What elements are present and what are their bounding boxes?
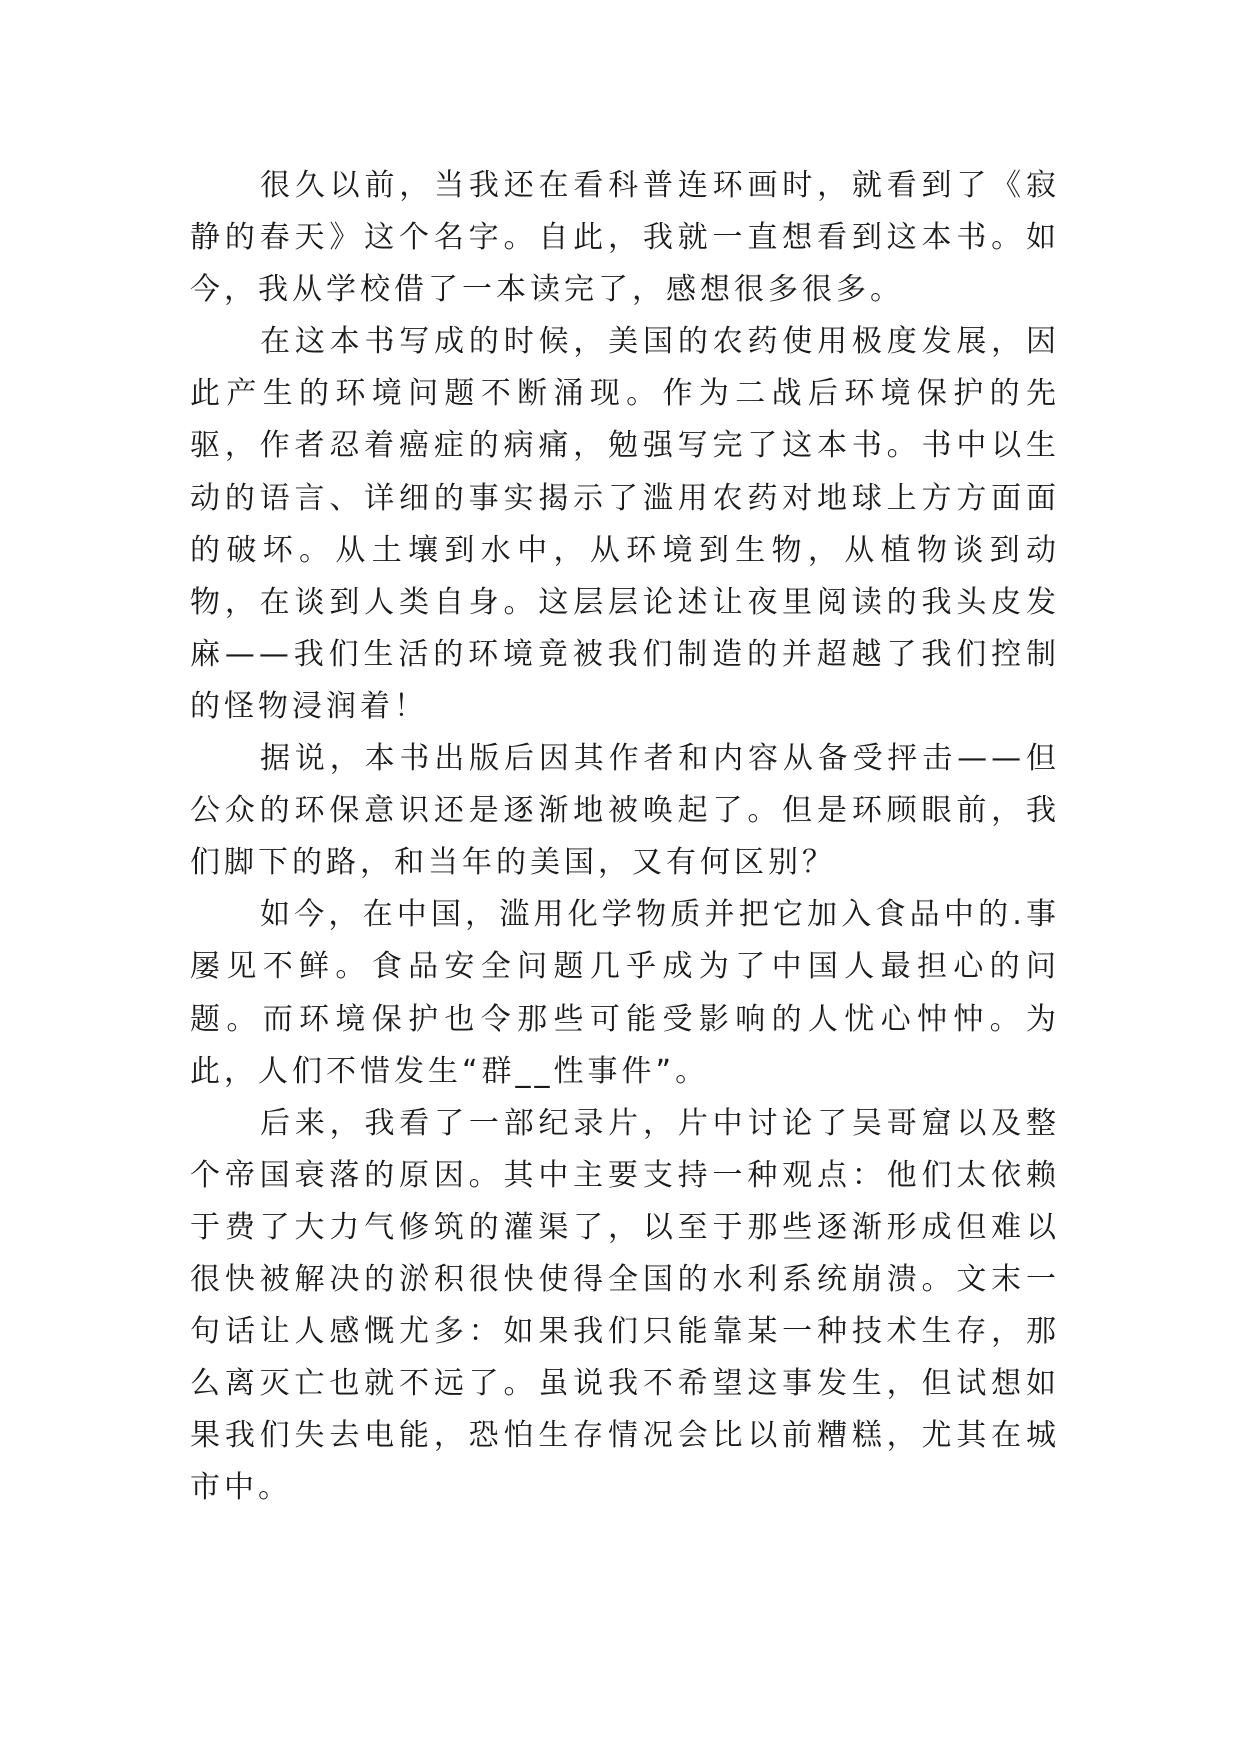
paragraph-3: 据说，本书出版后因其作者和内容从备受抨击——但公众的环保意识还是逐渐地被唤起了。但是环顾眼前，我们脚下的路，和当年的美国，又有何区别？ <box>190 741 1060 881</box>
document-body <box>190 160 1060 1514</box>
paragraph-4: 如今，在中国，滥用化学物质并把它加入食品中的.事屡见不鲜。食品安全问题几乎成为了中国人最担心的问题。而环境保护也令那些可能受影响的人忧心忡忡。为此，人们不惜发生“群__性事件”。 <box>190 897 1060 1089</box>
paragraph-5: 后来，我看了一部纪录片，片中讨论了吴哥窟以及整个帝国衰落的原因。其中主要支持一种观点：他们太依赖于费了大力气修筑的灌渠了，以至于那些逐渐形成但难以很快被解决的淤积很快使得全国的水利系统崩溃。文末一句话让人感慨尤多：如果我们只能靠某一种技术生存，那么离灭亡也就不远了。虽说我不希望这事发生，但试想如果我们失去电能，恐怕生存情况会比以前糟糕，尤其在城市中。 <box>190 1105 1060 1506</box>
paragraph-1: 很久以前，当我还在看科普连环画时，就看到了《寂静的春天》这个名字。自此，我就一直想看到这本书。如今，我从学校借了一本读完了，感想很多很多。 <box>190 168 1060 308</box>
paragraph-2: 在这本书写成的时候，美国的农药使用极度发展，因此产生的环境问题不断涌现。作为二战后环境保护的先驱，作者忍着癌症的病痛，勉强写完了这本书。书中以生动的语言、详细的事实揭示了滥用农药对地球上方方面面的破坏。从土壤到水中，从环境到生物，从植物谈到动物，在谈到人类自身。这层层论述让夜里阅读的我头皮发麻——我们生活的环境竟被我们制造的并超越了我们控制的怪物浸润着！ <box>190 324 1060 724</box>
